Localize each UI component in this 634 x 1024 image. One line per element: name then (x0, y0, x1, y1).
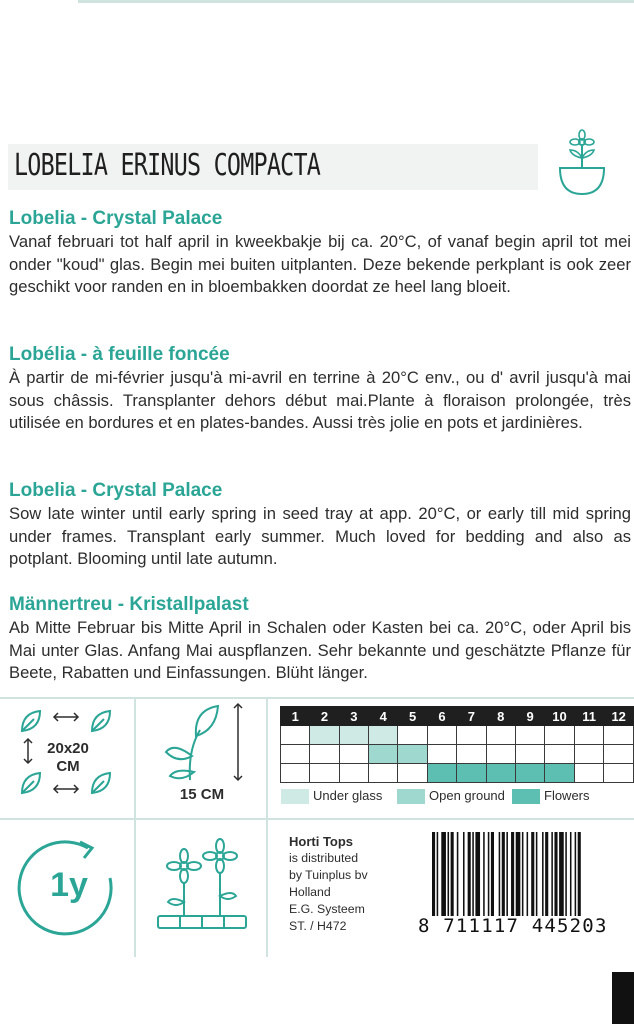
section-body: Vanaf februari tot half april in kweekbakje bij ca. 20°C, of vanaf begin april tot mei onder "koud" glas. Begin mei buiten uitplanten. Deze bekende perkplant is ook zeer geschikt voor randen en in bloembakken doordat ze heel lang bloeit. (9, 232, 631, 296)
calendar-cell (515, 745, 544, 764)
calendar-cell (369, 745, 398, 764)
distributor-line: Holland (289, 885, 331, 899)
section-body: Sow late winter until early spring in seed tray at app. 20°C, or early till mid spring under frames. Transplant early summer. Much loved for bedding and also as potplant. Blooming until late autumn. (9, 504, 631, 568)
calendar-cell (604, 764, 634, 783)
calendar-cell (310, 726, 339, 745)
lifecycle-label: 1y (50, 866, 88, 904)
calendar-cell (486, 764, 515, 783)
calendar-cell (339, 726, 368, 745)
calendar-cell (604, 745, 634, 764)
calendar-cell (369, 726, 398, 745)
calendar-cell (427, 764, 456, 783)
calendar-cell (457, 745, 486, 764)
divider (134, 697, 136, 957)
calendar-cell (545, 764, 575, 783)
legend-flowers: Flowers (544, 788, 590, 803)
corner-mark (612, 972, 634, 1024)
calendar-cell (457, 726, 486, 745)
calendar-cell (398, 726, 427, 745)
plant-height-icon (160, 700, 250, 786)
month-label: 6 (427, 707, 456, 726)
section-title: Lobelia - Crystal Palace (9, 480, 223, 501)
calendar-cell (545, 745, 575, 764)
divider (266, 697, 268, 957)
month-label: 12 (604, 707, 634, 726)
sowing-calendar (280, 706, 634, 783)
calendar-cell (457, 764, 486, 783)
calendar-cell (574, 745, 604, 764)
calendar-row-under-glass (281, 726, 634, 745)
month-label: 1 (281, 707, 310, 726)
calendar-cell (574, 726, 604, 745)
calendar-cell (281, 726, 310, 745)
spacing-value: 20x20 (47, 740, 89, 757)
section-dutch (9, 208, 631, 299)
calendar-cell (486, 726, 515, 745)
section-german (9, 594, 631, 685)
section-title: Lobelia - Crystal Palace (9, 208, 223, 229)
month-label: 8 (486, 707, 515, 726)
calendar-cell (515, 764, 544, 783)
calendar-cell (515, 726, 544, 745)
calendar-cell (310, 764, 339, 783)
month-label: 3 (339, 707, 368, 726)
calendar-cell (604, 726, 634, 745)
calendar-cell (339, 745, 368, 764)
month-label: 2 (310, 707, 339, 726)
month-label: 7 (457, 707, 486, 726)
legend-swatch-open-ground (397, 789, 425, 804)
calendar-cell (574, 764, 604, 783)
month-label: 4 (369, 707, 398, 726)
distributor-info (289, 833, 368, 935)
month-label: 5 (398, 707, 427, 726)
section-french (9, 344, 631, 435)
calendar-cell (310, 745, 339, 764)
distributor-line: is distributed (289, 851, 359, 865)
legend-open-ground: Open ground (429, 788, 505, 803)
section-body: À partir de mi-février jusqu'à mi-avril en terrine à 20°C env., ou d' avril jusqu'à mai sous châssis. Transplanter dehors début mai.Plante à floraison prolongée, très utilisée en bordures et en plates-bandes. Aussi très jolie en pots et jardinières. (9, 368, 631, 432)
distributor-line: by Tuinplus bv (289, 868, 368, 882)
divider (0, 818, 634, 820)
distributor-line: ST. / H472 (289, 919, 347, 933)
top-divider (78, 0, 634, 3)
section-title: Männertreu - Kristallpalast (9, 594, 249, 615)
legend-under-glass: Under glass (313, 788, 383, 803)
legend-swatch-flowers (512, 789, 540, 804)
section-english (9, 480, 631, 571)
calendar-cell (281, 764, 310, 783)
divider (0, 697, 634, 699)
calendar-cell (486, 745, 515, 764)
calendar-cell (427, 745, 456, 764)
barcode-number: 8 711117 445203 (418, 915, 608, 937)
month-label: 9 (515, 707, 544, 726)
calendar-row-flowers (281, 764, 634, 783)
month-label: 11 (574, 707, 604, 726)
distributor-line: E.G. Systeem (289, 902, 365, 916)
seedling-tray-icon (150, 836, 254, 944)
section-title: Lobélia - à feuille foncée (9, 344, 230, 365)
calendar-cell (398, 764, 427, 783)
potted-plant-icon (556, 128, 608, 198)
spacing-unit: CM (56, 758, 80, 775)
calendar-cell (339, 764, 368, 783)
latin-name-title: LOBELIA ERINUS COMPACTA (14, 148, 321, 183)
calendar-cell (427, 726, 456, 745)
barcode-icon (432, 832, 628, 916)
height-value: 15 CM (179, 786, 225, 803)
legend-swatch-under-glass (281, 789, 309, 804)
calendar-cell (398, 745, 427, 764)
calendar-cell (369, 764, 398, 783)
calendar-row-open-ground (281, 745, 634, 764)
calendar-cell (281, 745, 310, 764)
calendar-cell (545, 726, 575, 745)
distributor-brand: Horti Tops (289, 834, 354, 849)
section-body: Ab Mitte Februar bis Mitte April in Schalen oder Kasten bei ca. 20°C, oder April bis Mai unter Glas. Anfang Mai auspflanzen. Sehr bekannte und geschätzte Pflanze für Beete, Rabatten und Einfassungen. Blüht länger. (9, 618, 631, 682)
calendar-month-row (281, 707, 634, 726)
month-label: 10 (545, 707, 575, 726)
